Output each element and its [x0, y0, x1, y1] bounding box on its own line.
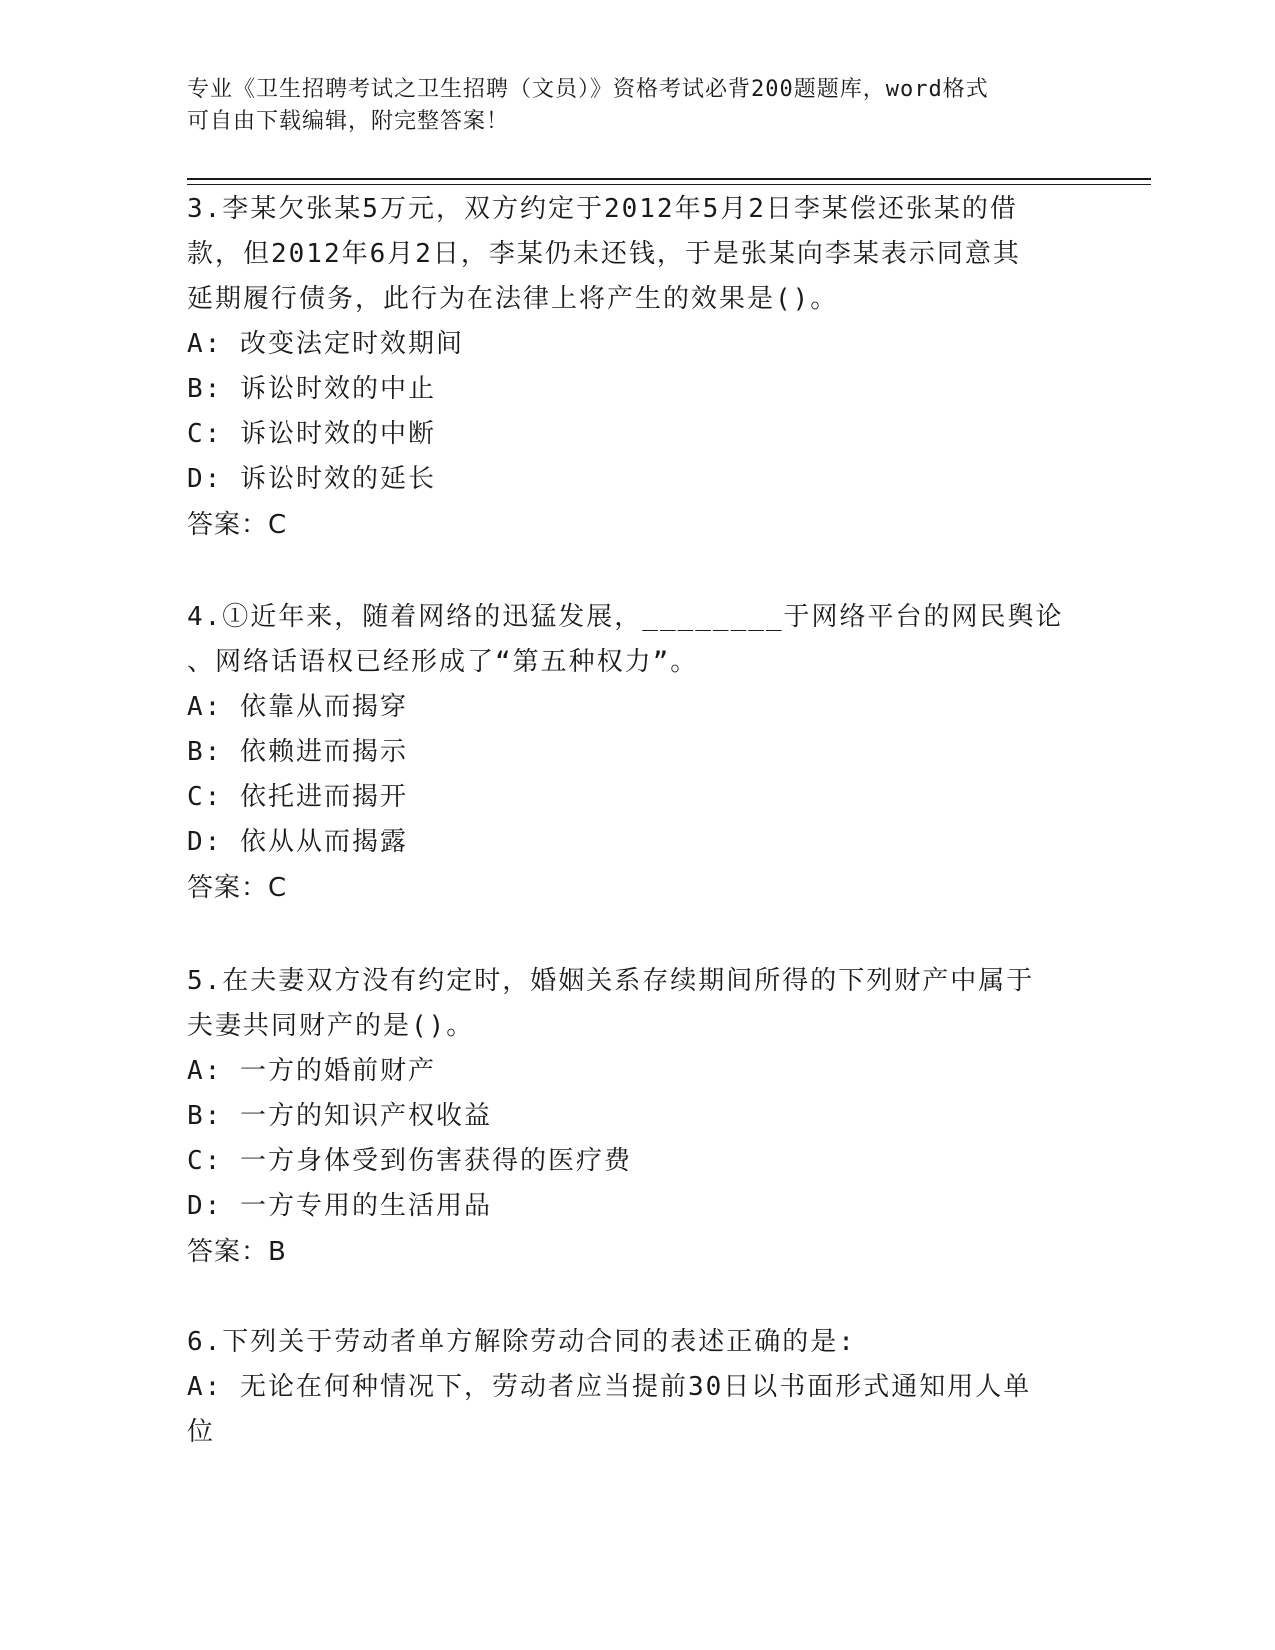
- option-a: A: 一方的婚前财产: [187, 1056, 436, 1086]
- option-a: A: 改变法定时效期间: [187, 329, 464, 359]
- header-title-line-2: 可自由下载编辑，附完整答案！: [187, 109, 510, 134]
- option-a-continuation: 位: [187, 1417, 216, 1447]
- option-a: A: 无论在何种情况下，劳动者应当提前30日以书面形式通知用人单: [187, 1372, 1032, 1402]
- question-text-line: 款，但2012年6月2日，李某仍未还钱，于是张某向李某表示同意其: [187, 239, 1021, 269]
- option-d: D: 依从从而揭露: [187, 827, 408, 857]
- question-block: [187, 959, 1087, 1275]
- question-text-line: 3.李某欠张某5万元，双方约定于2012年5月2日李某偿还张某的借: [187, 194, 1018, 224]
- option-d: D: 一方专用的生活用品: [187, 1191, 492, 1221]
- option-a: A: 依靠从而揭穿: [187, 692, 408, 722]
- question-text-line: 4.①近年来，随着网络的迅猛发展，________于网络平台的网民舆论: [187, 602, 1064, 632]
- header-title-line-1: 专业《卫生招聘考试之卫生招聘（文员）》资格考试必背200题题库，word格式: [187, 77, 989, 102]
- question-block: [187, 187, 1087, 548]
- option-b: B: 依赖进而揭示: [187, 737, 408, 767]
- option-c: C: 一方身体受到伤害获得的医疗费: [187, 1146, 632, 1176]
- question-block: [187, 595, 1087, 911]
- header-rule-bottom: [187, 184, 1151, 185]
- question-block: [187, 1320, 1087, 1455]
- question-text-line: 6.下列关于劳动者单方解除劳动合同的表述正确的是:: [187, 1327, 856, 1357]
- question-text-line: 延期履行债务，此行为在法律上将产生的效果是()。: [187, 284, 839, 314]
- option-b: B: 诉讼时效的中止: [187, 374, 436, 404]
- option-b: B: 一方的知识产权收益: [187, 1101, 492, 1131]
- answer: 答案：B: [187, 1237, 287, 1267]
- question-text-line: 5.在夫妻双方没有约定时，婚姻关系存续期间所得的下列财产中属于: [187, 966, 1035, 996]
- answer: 答案：C: [187, 510, 288, 540]
- answer: 答案：C: [187, 873, 288, 903]
- question-text-line: 、网络话语权已经形成了“第五种权力”。: [187, 647, 699, 677]
- question-text-line: 夫妻共同财产的是()。: [187, 1011, 475, 1041]
- option-c: C: 依托进而揭开: [187, 782, 408, 812]
- option-c: C: 诉讼时效的中断: [187, 419, 436, 449]
- header-rule-top: [187, 178, 1151, 180]
- document-header: [187, 74, 1087, 138]
- option-d: D: 诉讼时效的延长: [187, 464, 436, 494]
